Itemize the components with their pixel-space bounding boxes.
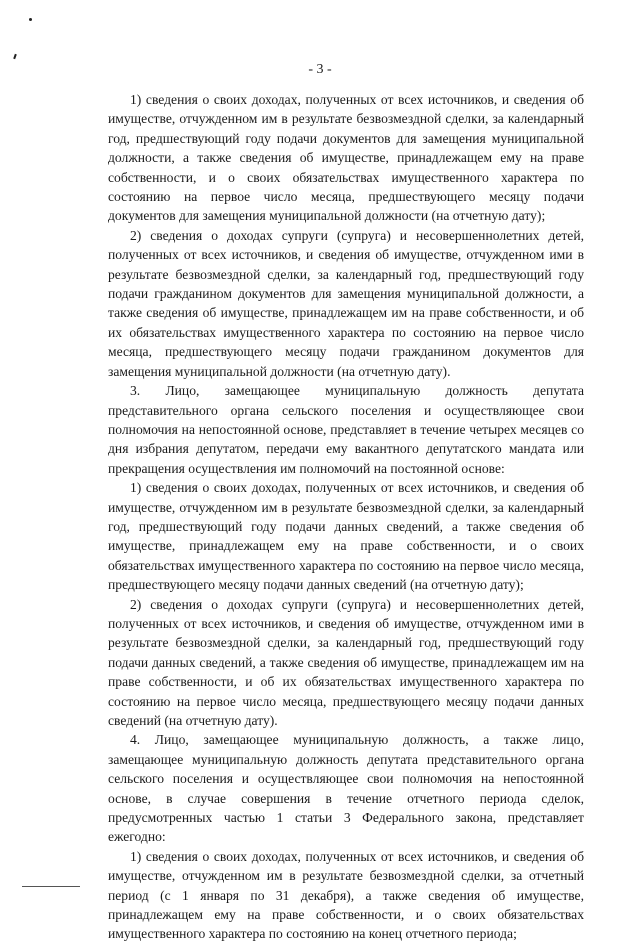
footnote-rule — [22, 886, 80, 887]
scan-tick-mark — [13, 54, 17, 59]
page-number: - 3 - — [308, 62, 332, 77]
paragraph: 1) сведения о своих доходах, полученных от всех источников, и сведения об имуществе, отчужденном им в результате безвозмездной сделки, за календарный год, предшествующий году подачи данных сведений, а также сведения об имуществе, принадлежащем ему на праве собственности, и о своих обязательствах имущественного характера по состоянию на первое число месяца, предшествующего месяцу подачи данных сведений (на отчетную дату); — [108, 480, 584, 593]
paragraph: 4. Лицо, замещающее муниципальную должность, а также лицо, замещающее муниципальную должность депутата представительного органа сельского поселения и осуществляющее свои полномочия на непостоянной основе, в случае совершения в течение отчетного периода сделок, предусмотренных частью 1 статьи 3 Федерального закона, представляет ежегодно: — [108, 732, 584, 845]
paragraph: 1) сведения о своих доходах, полученных от всех источников, и сведения об имуществе, отчужденном им в результате безвозмездной сделки, за отчетный период (с 1 января по 31 декабря), а также сведения об имуществе, принадлежащем ему на праве собственности, и о своих обязательствах имущественного характера по состоянию на конец отчетного периода; — [108, 848, 584, 942]
scan-dot-mark — [29, 18, 32, 21]
paragraph: 2) сведения о доходах супруги (супруга) и несовершеннолетних детей, полученных от всех источников, и сведения об имуществе, отчужденном ими в результате безвозмездной сделки, за календарный год, предшествующий году подачи данных сведений, а также сведения об имуществе, принадлежащем им на праве собственности, и об их обязательствах имущественного характера по состоянию на первое число месяца, предшествующего месяцу подачи данных сведений (на отчетную дату). — [108, 596, 584, 728]
paragraph: 1) сведения о своих доходах, полученных от всех источников, и сведения об имуществе, отчужденном им в результате безвозмездной сделки, за календарный год, предшествующий году подачи документов для замещения муниципальной должности, а также сведения об имуществе, принадлежащем ему на праве собственности, и о своих обязательствах имущественного характера по состоянию на первое число месяца, предшествующего месяцу подачи документов для замещения муниципальной должности (на отчетную дату); — [108, 92, 584, 224]
paragraph: 3. Лицо, замещающее муниципальную должность депутата представительного органа сельского поселения и осуществляющее свои полномочия на непостоянной основе, представляет в течение четырех месяцев со дня избрания депутатом, передачи ему вакантного депутатского мандата или прекращения осуществления им полномочий на постоянной основе: — [108, 383, 584, 476]
paragraph: 2) сведения о доходах супруги (супруга) и несовершеннолетних детей, полученных от всех источников, и сведения об имуществе, отчужденном ими в результате безвозмездной сделки, за календарный год, предшествующий году подачи гражданином документов для замещения муниципальной должности, а также сведения об имуществе, принадлежащем им на праве собственности, и об их обязательствах имущественного характера по состоянию на первое число месяца, предшествующего месяцу подачи гражданином документов для замещения муниципальной должности (на отчетную дату). — [108, 227, 584, 379]
document-body — [108, 90, 584, 944]
